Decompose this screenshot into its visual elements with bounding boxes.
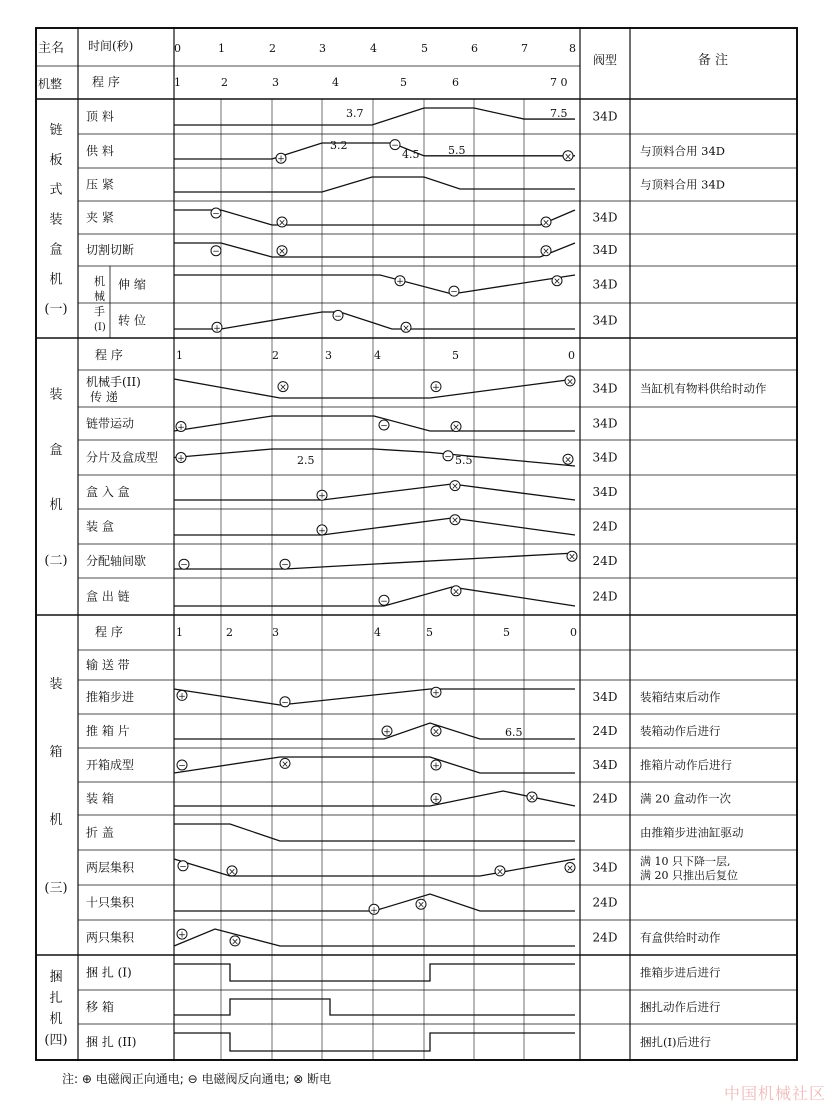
minus-mark-glyph: − <box>380 596 388 607</box>
row-label: 装 箱 <box>86 791 114 806</box>
row-label: 推 箱 片 <box>86 724 130 738</box>
group-name-char: 机 <box>49 272 63 288</box>
off-mark-glyph: × <box>452 423 460 433</box>
row-remark: 装箱结束后动作 <box>640 690 721 704</box>
row-waveform <box>174 999 575 1015</box>
valve-type: 34D <box>592 416 618 431</box>
row-label: 夹 紧 <box>86 210 114 225</box>
row-label: 十只集积 <box>86 895 135 910</box>
header-program-label: 程 序 <box>92 75 120 89</box>
minus-mark-glyph: − <box>450 287 458 298</box>
plus-mark-glyph: + <box>396 277 404 288</box>
time-tick-label: 7 <box>521 42 528 55</box>
program-row-tick: 0 <box>570 626 577 639</box>
row-waveform <box>174 143 575 159</box>
row-label: 开箱成型 <box>86 758 135 772</box>
minus-mark-glyph: − <box>212 209 220 220</box>
header-machine-label2: 机整 <box>38 77 63 91</box>
row-label: 转 位 <box>118 313 146 328</box>
header-valve-label: 阀型 <box>592 53 618 67</box>
row-waveform <box>174 210 575 225</box>
row-annotation: 5.5 <box>448 144 466 157</box>
timing-waveforms <box>174 107 577 1051</box>
row-label: 移 箱 <box>86 1000 114 1014</box>
valve-type: 34D <box>592 758 618 772</box>
row-waveform <box>174 416 575 431</box>
row-waveform <box>174 1033 575 1051</box>
group-name-char: 扎 <box>49 991 63 1006</box>
row-annotation: 2.5 <box>297 454 315 467</box>
row-waveform <box>174 177 575 192</box>
row-label: 传 递 <box>90 390 118 404</box>
minus-mark-glyph: − <box>391 141 399 152</box>
row-annotation: 3.7 <box>346 107 364 120</box>
off-mark-glyph: × <box>528 793 536 804</box>
minus-mark-glyph: − <box>334 311 342 322</box>
program-row-tick: 1 <box>176 626 183 639</box>
group-name-char: 机 <box>49 813 63 828</box>
plus-mark-glyph: + <box>383 727 391 738</box>
row-label: 分片及盒成型 <box>86 450 159 465</box>
row-waveform <box>174 379 575 398</box>
row-label: 装 盒 <box>86 519 114 534</box>
row-waveform <box>174 553 575 569</box>
valve-type: 24D <box>592 791 618 806</box>
row-remark: 捆扎动作后进行 <box>640 1000 721 1014</box>
sub-label: (I) <box>94 322 106 333</box>
program-row-tick: 5 <box>503 626 510 639</box>
valve-type: 34D <box>592 485 618 499</box>
program-tick-label: 6 <box>452 76 459 89</box>
row-waveform <box>174 275 575 294</box>
row-waveform <box>174 484 575 500</box>
valve-type: 24D <box>592 895 618 910</box>
program-row-tick: 3 <box>272 626 279 639</box>
program-tick-label: 2 <box>221 76 228 89</box>
header-remark-label: 备 注 <box>697 53 729 68</box>
sub-label: 械 <box>94 290 105 303</box>
valve-type: 24D <box>592 519 618 534</box>
plus-mark-glyph: + <box>277 154 285 165</box>
off-mark-glyph: × <box>542 218 550 229</box>
time-tick-label: 8 <box>569 42 576 55</box>
group-name-char: 装 <box>49 212 63 228</box>
row-waveform <box>174 791 575 806</box>
time-tick-label: 0 <box>174 42 181 55</box>
row-label: 供 料 <box>86 144 114 158</box>
time-tick-label: 6 <box>471 42 478 55</box>
valve-type: 24D <box>592 589 618 604</box>
row-label: 捆 扎 (I) <box>86 965 132 980</box>
program-tick-label: 1 <box>174 76 181 89</box>
row-waveform <box>174 449 575 466</box>
row-remark: 装箱动作后进行 <box>640 724 721 738</box>
row-remark: 满 20 只推出后复位 <box>640 869 738 882</box>
group-name-char: (三) <box>44 881 68 896</box>
group-name-char: 装 <box>49 387 63 403</box>
row-waveform <box>174 243 575 257</box>
off-mark-glyph: × <box>278 218 286 229</box>
minus-mark-glyph: − <box>281 698 289 709</box>
program-tick-label: 3 <box>272 76 279 89</box>
row-remark: 推箱片动作后进行 <box>640 758 732 772</box>
group-name-char: 链 <box>49 122 63 138</box>
off-mark-glyph: × <box>417 900 425 911</box>
row-waveform <box>174 689 575 705</box>
off-mark-glyph: × <box>451 482 459 493</box>
valve-type: 34D <box>592 277 618 292</box>
plus-mark-glyph: + <box>370 905 378 916</box>
row-label: 机械手(II) <box>86 375 141 389</box>
time-tick-label: 1 <box>218 42 225 55</box>
off-mark-glyph: × <box>568 552 576 563</box>
row-remark: 有盒供给时动作 <box>640 930 721 945</box>
off-mark-glyph: × <box>432 727 440 738</box>
program-row-tick: 5 <box>452 349 459 362</box>
minus-mark-glyph: − <box>380 421 388 432</box>
legend-note: 注: ⊕ 电磁阀正向通电; ⊖ 电磁阀反向通电; ⊗ 断电 <box>62 1072 332 1086</box>
row-annotation: 5.5 <box>455 454 473 467</box>
plus-mark-glyph: + <box>178 691 186 702</box>
group-name-char: 式 <box>49 182 63 198</box>
program-tick-label: 5 <box>400 76 407 89</box>
program-row-label: 程 序 <box>95 625 123 639</box>
row-remark: 满 20 盒动作一次 <box>640 791 731 806</box>
group-name-char: (四) <box>44 1033 68 1048</box>
off-mark-glyph: × <box>231 937 239 948</box>
valve-type: 34D <box>592 860 618 875</box>
row-annotation: 4.5 <box>402 148 420 161</box>
row-waveform <box>174 964 575 981</box>
minus-mark-glyph: − <box>281 560 289 571</box>
valve-type: 34D <box>592 381 618 396</box>
row-label: 折 盖 <box>86 825 114 840</box>
off-mark-glyph: × <box>452 587 460 598</box>
group-name-char: 捆 <box>49 970 63 985</box>
row-waveform <box>174 587 575 606</box>
row-label: 盒 入 盒 <box>86 485 130 499</box>
program-tick-label: 7 0 <box>550 76 568 89</box>
off-mark-glyph: × <box>566 864 574 874</box>
group-name-char: (二) <box>44 553 68 569</box>
valve-type: 24D <box>592 930 618 945</box>
plus-mark-glyph: + <box>178 930 186 941</box>
off-mark-glyph: × <box>553 277 561 288</box>
program-row-tick: 4 <box>374 349 381 362</box>
row-waveform <box>174 824 575 841</box>
group-name-char: 箱 <box>49 745 63 760</box>
row-waveform <box>174 108 575 125</box>
plus-mark-glyph: + <box>213 323 221 334</box>
minus-mark-glyph: − <box>179 862 187 873</box>
group-name-char: 板 <box>49 152 63 168</box>
header-time-label: 时间(秒) <box>88 39 134 53</box>
time-tick-label: 5 <box>421 42 428 55</box>
group-name-char: 盒 <box>49 242 63 258</box>
sub-label: 机 <box>94 275 105 288</box>
valve-type: 34D <box>592 313 618 328</box>
off-mark-glyph: × <box>496 867 504 878</box>
program-row-label: 程 序 <box>95 348 123 362</box>
row-remark: 当缸机有物料供给时动作 <box>640 381 767 396</box>
row-label: 压 紧 <box>86 177 114 192</box>
off-mark-glyph: × <box>228 867 236 878</box>
plus-mark-glyph: + <box>177 423 185 433</box>
row-waveform <box>174 312 575 329</box>
off-mark-glyph: × <box>542 247 550 258</box>
table-text <box>38 38 767 1049</box>
row-label: 两只集积 <box>86 930 135 945</box>
time-tick-label: 3 <box>319 42 326 55</box>
minus-mark-glyph: − <box>178 761 186 772</box>
row-remark: 捆扎(I)后进行 <box>640 1035 712 1049</box>
plus-mark-glyph: + <box>432 383 440 394</box>
row-remark: 满 10 只下降一层, <box>640 855 731 868</box>
valve-type: 34D <box>592 210 618 225</box>
valve-type: 34D <box>592 690 618 704</box>
row-label: 链带运动 <box>86 416 135 431</box>
watermark: 中国机械社区 <box>723 1084 826 1103</box>
group-name-char: 盒 <box>49 442 63 458</box>
program-row-tick: 0 <box>568 349 575 362</box>
off-mark-glyph: × <box>451 516 459 527</box>
row-waveform <box>174 757 575 773</box>
program-row-tick: 5 <box>426 626 433 639</box>
program-row-tick: 2 <box>226 626 233 639</box>
row-label: 切割切断 <box>86 243 135 257</box>
group-name-char: 机 <box>49 1012 63 1027</box>
row-remark: 与顶料合用 34D <box>640 177 726 192</box>
row-label: 分配轴间歇 <box>86 554 147 568</box>
minus-mark-glyph: − <box>444 452 452 463</box>
row-label: 盒 出 链 <box>86 589 130 604</box>
row-label: 两层集积 <box>86 860 135 875</box>
time-tick-label: 4 <box>370 42 377 55</box>
row-label: 伸 缩 <box>118 277 146 292</box>
row-waveform <box>174 518 575 535</box>
program-tick-label: 4 <box>332 76 339 89</box>
sub-label: 手 <box>94 305 105 318</box>
plus-mark-glyph: + <box>318 526 326 537</box>
program-row-tick: 3 <box>325 349 332 362</box>
plus-mark-glyph: + <box>432 795 440 805</box>
group-name-char: 机 <box>49 498 63 514</box>
valve-type: 34D <box>592 450 618 465</box>
valve-type: 34D <box>592 109 618 124</box>
off-mark-glyph: × <box>279 383 287 394</box>
row-label: 输 送 带 <box>86 658 130 672</box>
valve-type: 24D <box>592 724 618 738</box>
program-row-tick: 1 <box>176 349 183 362</box>
header-machine-label: 主名 <box>38 41 65 56</box>
off-mark-glyph: × <box>278 247 286 258</box>
row-label: 推箱步进 <box>86 690 135 704</box>
row-label: 捆 扎 (II) <box>86 1035 137 1049</box>
off-mark-glyph: × <box>564 152 572 163</box>
program-row-tick: 4 <box>374 626 381 639</box>
off-mark-glyph: × <box>564 455 572 466</box>
row-label: 顶 料 <box>86 109 114 124</box>
valve-type: 24D <box>592 554 618 568</box>
minus-mark-glyph: − <box>212 247 220 258</box>
group-name-char: 装 <box>49 677 63 692</box>
row-remark: 推箱步进后进行 <box>640 965 721 980</box>
off-mark-glyph: × <box>566 377 574 388</box>
row-annotation: 6.5 <box>505 726 523 739</box>
row-remark: 由推箱步进油缸驱动 <box>640 825 744 840</box>
row-annotation: 3.2 <box>330 139 348 152</box>
plus-mark-glyph: + <box>318 491 326 502</box>
row-remark: 与顶料合用 34D <box>640 144 726 158</box>
off-mark-glyph: × <box>281 759 289 770</box>
program-row-tick: 2 <box>272 349 279 362</box>
group-name-char: (一) <box>44 302 68 318</box>
valve-type: 34D <box>592 243 618 257</box>
off-mark-glyph: × <box>402 323 410 334</box>
plus-mark-glyph: + <box>432 761 440 772</box>
plus-mark-glyph: + <box>177 454 185 464</box>
row-annotation: 7.5 <box>550 107 568 120</box>
minus-mark-glyph: − <box>180 560 188 571</box>
plus-mark-glyph: + <box>432 688 440 699</box>
time-tick-label: 2 <box>269 42 276 55</box>
